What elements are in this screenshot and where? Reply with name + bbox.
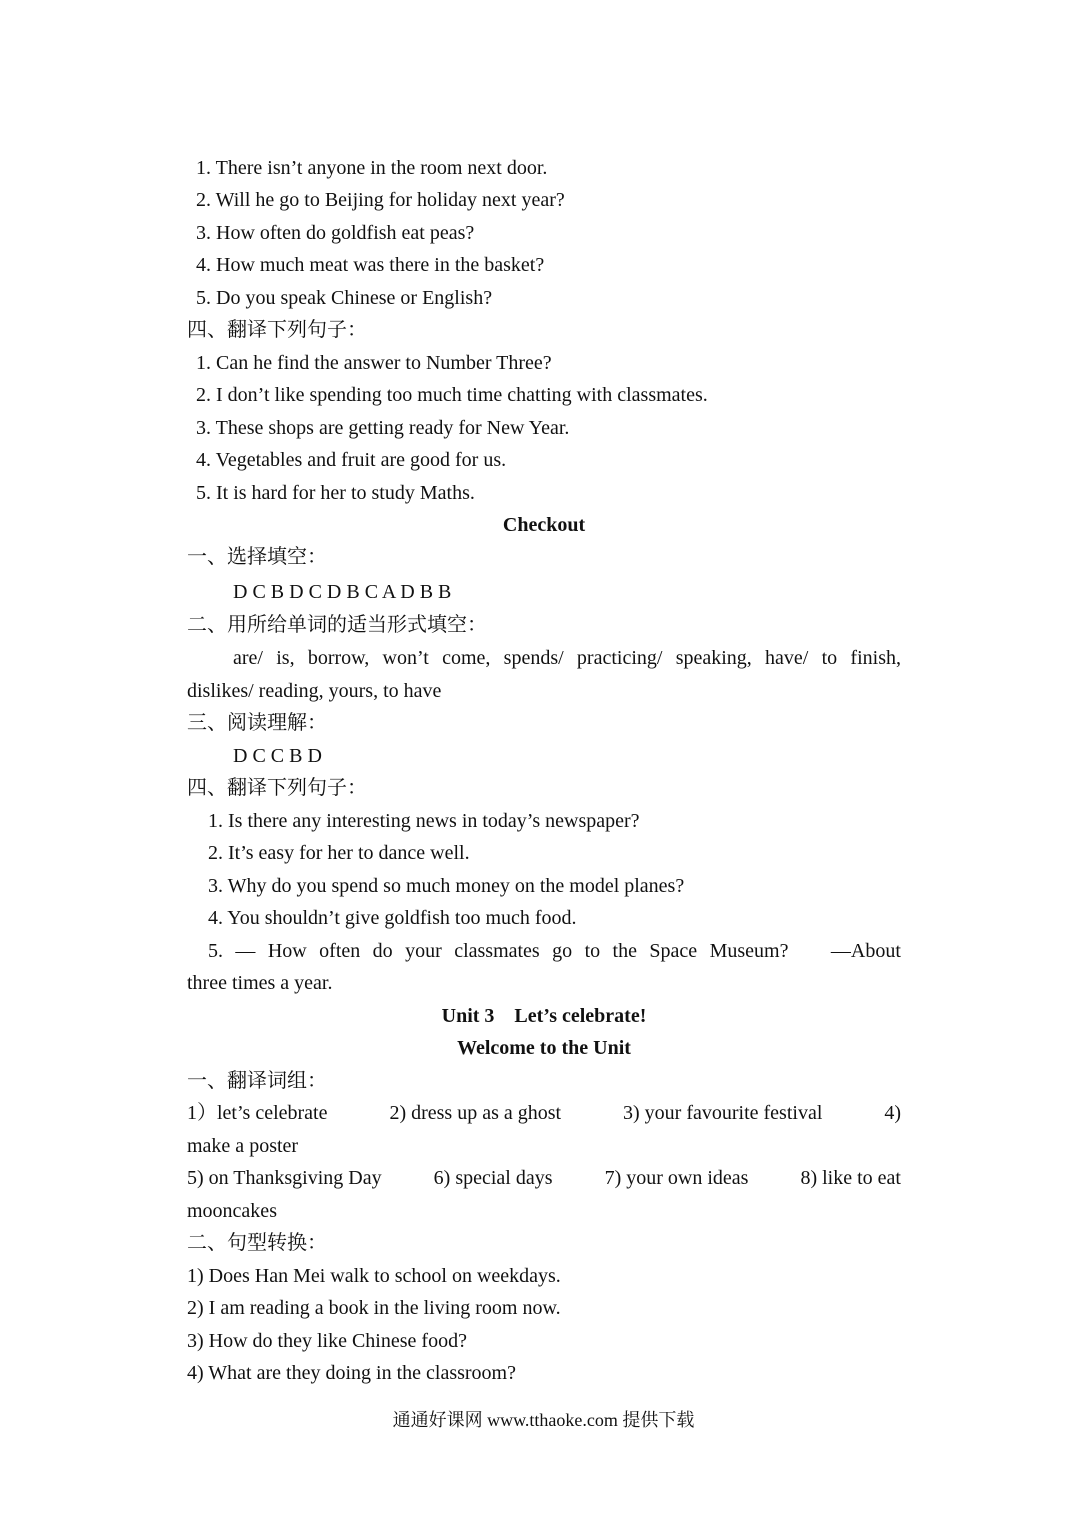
unit-title: Unit 3 Let’s celebrate! [441,1005,647,1027]
unit-subtitle: Welcome to the Unit [457,1037,631,1059]
fill-word: are/ [233,647,263,669]
fill-word: come, [442,647,491,669]
fill-word: is, [276,647,295,669]
answer-line: 2. I don’t like spending too much time chatting with classmates. [196,384,708,406]
section-heading: 一、翻译词组： [187,1070,327,1092]
answer-word: classmates [454,940,540,962]
answer-line: 4. Vegetables and fruit are good for us. [196,449,507,471]
phrases-line [187,1100,901,1126]
section-heading: 二、句型转换： [187,1232,327,1254]
fill-word: practicing/ [576,647,663,669]
fill-word: borrow, [307,647,370,669]
reading-answers: D C C B D [233,745,322,767]
fill-word: speaking, [675,647,752,669]
fill-word: to [821,647,838,669]
page-footer: 通通好课网 www.tthaoke.com 提供下载 [392,1410,695,1430]
answer-word: —About [830,940,901,962]
answer-line: 4. How much meat was there in the basket? [196,254,545,276]
answer-line: 4) What are they doing in the classroom? [187,1362,516,1384]
answer-word: often [319,940,361,962]
answer-line: 2. It’s easy for her to dance well. [208,842,470,864]
answer-word: — [235,940,256,962]
phrases-line: make a poster [187,1135,299,1157]
phrase: 3) your favourite festival [623,1102,823,1124]
answer-line: 1. There isn’t anyone in the room next door. [196,157,548,179]
phrase: 6) special days [433,1167,553,1189]
fill-word: have/ [765,647,809,669]
answer-line: 3) How do they like Chinese food? [187,1330,467,1352]
answer-line: 3. How often do goldfish eat peas? [196,222,475,244]
phrase: 7) your own ideas [604,1167,749,1189]
answer-word: Museum? [709,940,789,962]
fill-answers-line: dislikes/ reading, yours, to have [187,680,442,702]
answer-line: 3. These shops are getting ready for New Year. [196,417,570,439]
answer-line: 1. Can he find the answer to Number Three? [196,352,552,374]
phrase: 4) [884,1102,901,1124]
section-heading: 四、翻译下列句子： [187,319,367,341]
answer-word: to [584,940,601,962]
section-heading: 三、阅读理解： [187,712,327,734]
fill-word: won’t [382,647,429,669]
answer-line: 5. It is hard for her to study Maths. [196,482,475,504]
phrase: 5) on Thanksgiving Day [187,1167,382,1189]
answer-line: three times a year. [187,972,333,994]
answer-word: 5. [208,940,223,962]
phrases-line [187,1165,901,1191]
answer-word: the [612,940,637,962]
phrase: 2) dress up as a ghost [389,1102,562,1124]
phrases-line: mooncakes [187,1200,277,1222]
answer-line: 2) I am reading a book in the living room now. [187,1297,561,1319]
answer-line: 3. Why do you spend so much money on the model planes? [208,875,685,897]
answer-line: 1. Is there any interesting news in today’s newspaper? [208,810,640,832]
phrase: 8) like to eat [800,1167,901,1189]
phrase: 1）let’s celebrate [187,1102,328,1124]
answer-word: How [267,940,307,962]
answer-line: 1) Does Han Mei walk to school on weekdays. [187,1265,561,1287]
section-heading: 四、翻译下列句子： [187,777,367,799]
section-heading: 二、用所给单词的适当形式填空： [187,614,487,636]
answer-line: 5. Do you speak Chinese or English? [196,287,493,309]
checkout-title: Checkout [502,514,586,536]
fill-answers-line [233,645,901,671]
fill-word: spends/ [503,647,564,669]
answer-word: Space [649,940,698,962]
answer-line [208,938,901,964]
choice-answers: D C B D C D B C A D B B [233,581,452,603]
answer-word: do [372,940,393,962]
answer-word: go [552,940,573,962]
answer-line: 2. Will he go to Beijing for holiday next year? [196,189,565,211]
answer-line: 4. You shouldn’t give goldfish too much food. [208,907,577,929]
answer-word: your [405,940,442,962]
fill-word: finish, [850,647,901,669]
section-heading: 一、选择填空： [187,546,327,568]
